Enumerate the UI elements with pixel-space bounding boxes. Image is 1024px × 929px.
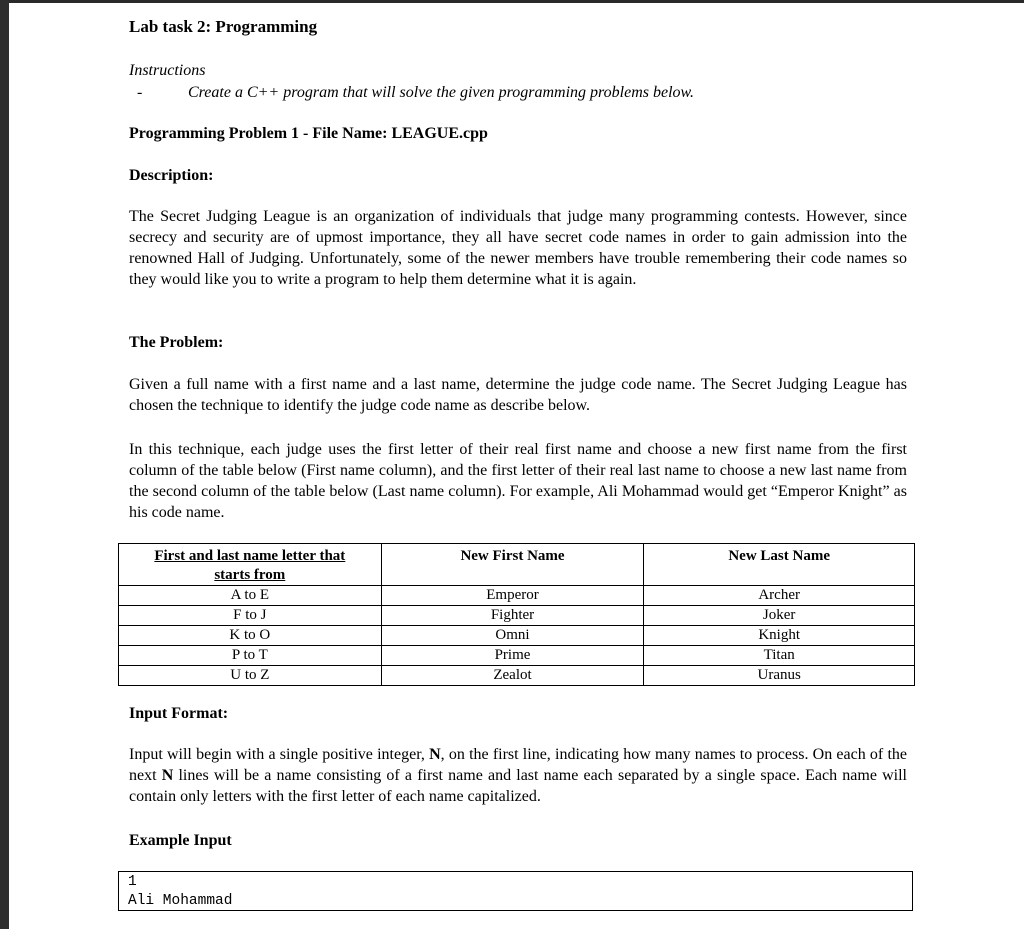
left-border — [0, 0, 9, 929]
example-input-heading: Example Input — [129, 832, 232, 849]
input-format-heading: Input Format: — [129, 705, 229, 722]
table-cell: Titan — [644, 646, 915, 666]
table-header — [119, 544, 382, 586]
text-part: lines will be a name consisting of a first name and last name each separated by a single space. Each name will contain only letters with the first letter of each name capitalized. — [129, 767, 908, 805]
instructions-label: Instructions — [129, 62, 206, 79]
description-text: The Secret Judging League is an organization of individuals that judge many programming contests. However, since secrecy and security are of upmost importance, they all have secret code names in order to gain admission into the renowned Hall of Judging. Unfortunately, some of the newer members have trouble remembering their code names so they would like you to write a program to help them determine what it is again. — [129, 208, 907, 288]
code-line: Ali Mohammad — [128, 893, 233, 909]
table-row — [119, 626, 915, 646]
table-header-row — [119, 544, 915, 586]
example-input-box — [118, 871, 913, 911]
table-cell: A to E — [119, 586, 382, 606]
table-row — [119, 586, 915, 606]
table-cell: Zealot — [381, 666, 644, 686]
table-cell: Omni — [381, 626, 644, 646]
table-cell: P to T — [119, 646, 382, 666]
table-cell: Joker — [644, 606, 915, 626]
table-cell: Archer — [644, 586, 915, 606]
table-header: New Last Name — [644, 544, 915, 586]
table-row — [119, 666, 915, 686]
table-row — [119, 606, 915, 626]
table-cell: U to Z — [119, 666, 382, 686]
header-text: First and last name letter that starts from — [154, 548, 346, 583]
text-part-bold: N — [429, 746, 441, 763]
instruction-item — [129, 82, 907, 103]
table-cell: Uranus — [644, 666, 915, 686]
problem-heading: Programming Problem 1 - File Name: LEAGUE.cpp — [129, 125, 488, 142]
text-part-bold: N — [161, 767, 174, 784]
code-line: 1 — [128, 874, 137, 890]
bullet: - — [137, 84, 143, 101]
problem-text-2: In this technique, each judge uses the first letter of their real first name and choose a new first name from the first column of the table below (First name column), and the first letter of their real last name to choose a new last name from the second column of the table below (Last name column). For example, Ali Mohammad would get “Emperor Knight” as his code name. — [129, 441, 907, 521]
description-heading: Description: — [129, 167, 214, 184]
text-part: , on the first line, indicating how many names to process. On each of the next — [129, 746, 908, 784]
problem-label: The Problem: — [129, 334, 224, 351]
top-border — [0, 0, 1024, 3]
text-part: Input will begin with a single positive integer, — [129, 746, 430, 763]
page-title: Lab task 2: Programming — [129, 17, 318, 36]
problem-text-1: Given a full name with a first name and a last name, determine the judge code name. The Secret Judging League has chosen the technique to identify the judge code name as describe below. — [129, 376, 907, 414]
table-cell: K to O — [119, 626, 382, 646]
input-format-text — [129, 744, 907, 807]
table-cell: Prime — [381, 646, 644, 666]
instruction-text: Create a C++ program that will solve the given programming problems below. — [188, 84, 695, 101]
table-cell: F to J — [119, 606, 382, 626]
code-name-table — [118, 543, 915, 686]
table-row — [119, 646, 915, 666]
table-cell: Emperor — [381, 586, 644, 606]
table-header: New First Name — [381, 544, 644, 586]
table-cell: Knight — [644, 626, 915, 646]
table-cell: Fighter — [381, 606, 644, 626]
